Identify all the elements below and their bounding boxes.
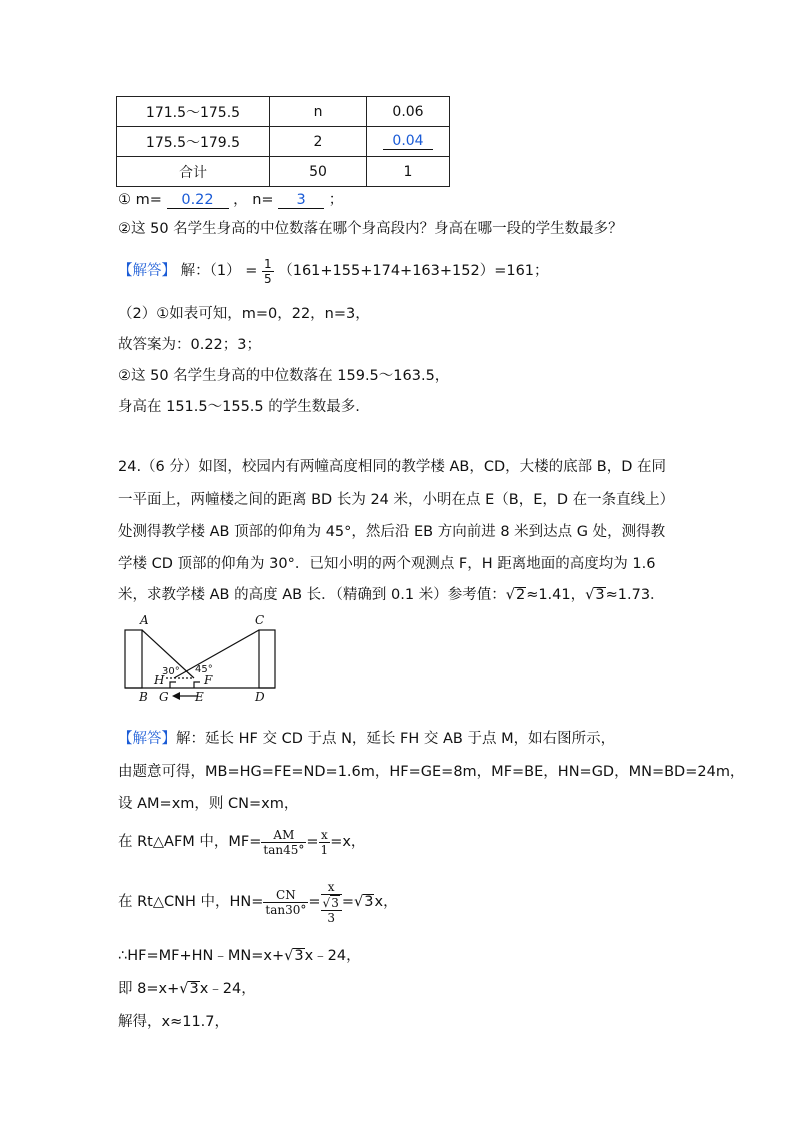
solution-1-rest: （161+155+174+163+152）=161； <box>278 263 549 279</box>
table-cell: 50 <box>270 157 367 187</box>
sol24-ji-line <box>118 979 256 999</box>
problem-24-line-5-text: 米，求教学楼 AB 的高度 AB 长．（精确到 0.1 米）参考值： <box>118 587 506 603</box>
approx-sqrt2: ≈1.41， <box>526 587 586 603</box>
sqrt-3: 3 <box>595 587 605 603</box>
sol24-line-2: 由题意可得，MB=HG=FE=ND=1.6m，HF=GE=8m，MF=BE，HN=GD，MN=BD=24m， <box>118 764 745 780</box>
label-d: D <box>255 690 265 704</box>
label-c: C <box>255 613 265 627</box>
sqrt-symbol: √ <box>284 948 294 964</box>
label-a: A <box>140 613 149 627</box>
problem-24-line-5 <box>118 585 665 605</box>
n-label: n= <box>252 192 274 208</box>
rt1-numerator-2: x <box>319 828 331 843</box>
rt2-sqrt3-denominator <box>321 895 342 911</box>
label-h: H <box>154 673 165 687</box>
rt2-denominator-3: 3 <box>327 910 336 925</box>
hf-line-a: ∴HF=MF+HN﹣MN=x+ <box>118 948 285 964</box>
sol24-line-3: 设 AM=xm，则 CN=xm， <box>118 796 299 812</box>
sol24-hf-line <box>118 946 361 966</box>
observer-h-stand <box>170 682 176 688</box>
rt2-sqrt3-b: 3 <box>364 894 374 910</box>
angle-45-label: 45° <box>195 664 213 675</box>
sol24-jie-line: 解得，x≈11.7， <box>118 1014 230 1030</box>
rt2-equals-2: = <box>341 894 354 910</box>
solution-line-3: ②这 50 名学生身高的中位数落在 159.5～163.5， <box>118 368 450 384</box>
problem-24-line-1: 24.（6 分）如图，校园内有两幢高度相同的教学楼 AB，CD，大楼的底部 B，D 在同 <box>118 459 666 475</box>
direction-arrow-icon <box>172 692 180 700</box>
rt2-equals: = <box>308 894 321 910</box>
sight-line-30 <box>174 630 259 678</box>
table-cell: 合计 <box>117 157 270 187</box>
sqrt-symbol: √ <box>505 587 515 603</box>
fill-blank-line <box>118 190 343 210</box>
rt2-end: x， <box>374 894 398 910</box>
rt2-numerator: CN <box>263 888 308 903</box>
sqrt-symbol: √ <box>322 895 331 910</box>
circle-one: ① <box>118 192 131 208</box>
table-cell: 2 <box>270 127 367 157</box>
fraction-x-sqrt3-over-3 <box>321 880 342 925</box>
sqrt-2: 2 <box>515 587 526 603</box>
solution-line-1: （2）①如表可知，m=0，22，n=3， <box>118 306 370 322</box>
table-row <box>117 97 450 127</box>
label-g: G <box>159 690 169 704</box>
rt2-x: x <box>321 880 342 895</box>
end-mark: ； <box>328 192 344 208</box>
geometry-figure <box>122 612 282 704</box>
angle-30-label: 30° <box>162 666 180 677</box>
fraction-x-1 <box>319 828 331 857</box>
m-label: m= <box>135 192 162 208</box>
solution-line-2: 故答案为：0.22；3； <box>118 337 262 353</box>
rt1-end: =x， <box>330 834 366 850</box>
building-ab <box>125 630 142 688</box>
label-f: F <box>204 673 213 687</box>
rt2-denominator: tan30° <box>265 902 307 917</box>
label-e: E <box>195 690 204 704</box>
observer-f-stand <box>194 682 200 688</box>
table-cell: n <box>270 97 367 127</box>
table-cell: 171.5～175.5 <box>117 97 270 127</box>
table-cell <box>367 127 450 157</box>
solution-1-line <box>118 256 549 286</box>
sol24-rt1-line <box>118 823 365 861</box>
sol24-line-1-text: 解：延长 HF 交 CD 于点 N，延长 FH 交 AB 于点 M，如右图所示， <box>176 731 616 747</box>
solution-tag-24: 【解答】 <box>118 731 176 747</box>
building-cd <box>259 630 275 688</box>
hf-line-b: x﹣24， <box>304 948 361 964</box>
rt2-sqrt3: 3 <box>331 895 339 910</box>
frequency-table <box>116 96 450 187</box>
problem-24-line-3: 处测得教学楼 AB 顶部的仰角为 45°，然后沿 EB 方向前进 8 米到达点 G 处，测得教 <box>118 524 666 540</box>
m-answer: 0.22 <box>167 192 229 209</box>
sqrt-symbol: √ <box>585 587 595 603</box>
rt2-prefix: 在 Rt△CNH 中，HN= <box>118 894 264 910</box>
rt1-prefix: 在 Rt△AFM 中，MF= <box>118 834 262 850</box>
table-row <box>117 127 450 157</box>
table-row <box>117 157 450 187</box>
approx-sqrt3: ≈1.73． <box>605 587 665 603</box>
label-b: B <box>139 690 148 704</box>
question-2-text: ②这 50 名学生身高的中位数落在哪个身高段内？身高在哪一段的学生数最多？ <box>118 221 623 237</box>
rt1-denominator-2: 1 <box>320 842 329 857</box>
table-cell: 1 <box>367 157 450 187</box>
solution-line-4: 身高在 151.5～155.5 的学生数最多. <box>118 399 360 415</box>
rt1-equals: = <box>306 834 319 850</box>
fraction-cn-tan30 <box>263 888 308 917</box>
solution-tag: 【解答】 <box>118 263 176 279</box>
fraction-denominator: 5 <box>263 271 272 286</box>
n-answer: 3 <box>278 192 324 209</box>
ji-line-b: x﹣24， <box>199 981 256 997</box>
rt1-numerator: AM <box>261 828 306 843</box>
fraction-numerator: 1 <box>263 256 272 271</box>
problem-24-line-2: 一平面上，两幢楼之间的距离 BD 长为 24 米，小明在点 E（B，E，D 在一条直线上） <box>118 492 675 508</box>
equals-sign: = <box>245 263 258 279</box>
table-cell: 0.06 <box>367 97 450 127</box>
sqrt-symbol: √ <box>179 981 189 997</box>
sqrt-symbol: √ <box>354 894 364 910</box>
ji-sqrt3: 3 <box>189 981 199 997</box>
solution-1-prefix: 解：（1） <box>180 263 241 279</box>
hf-sqrt3: 3 <box>294 948 304 964</box>
fraction-am-tan45 <box>261 828 306 857</box>
rt1-denominator: tan45° <box>263 842 305 857</box>
answer-value: 0.04 <box>383 133 433 150</box>
table-cell: 175.5～179.5 <box>117 127 270 157</box>
fraction-one-fifth <box>262 257 274 286</box>
ji-line-a: 即 8=x+ <box>118 981 180 997</box>
problem-24-line-4: 学楼 CD 顶部的仰角为 30°．已知小明的两个观测点 F，H 距离地面的高度均为 1.6 <box>118 556 656 572</box>
sol24-line-1 <box>118 729 615 749</box>
sol24-rt2-line <box>118 872 398 932</box>
separator: ， <box>233 192 248 208</box>
